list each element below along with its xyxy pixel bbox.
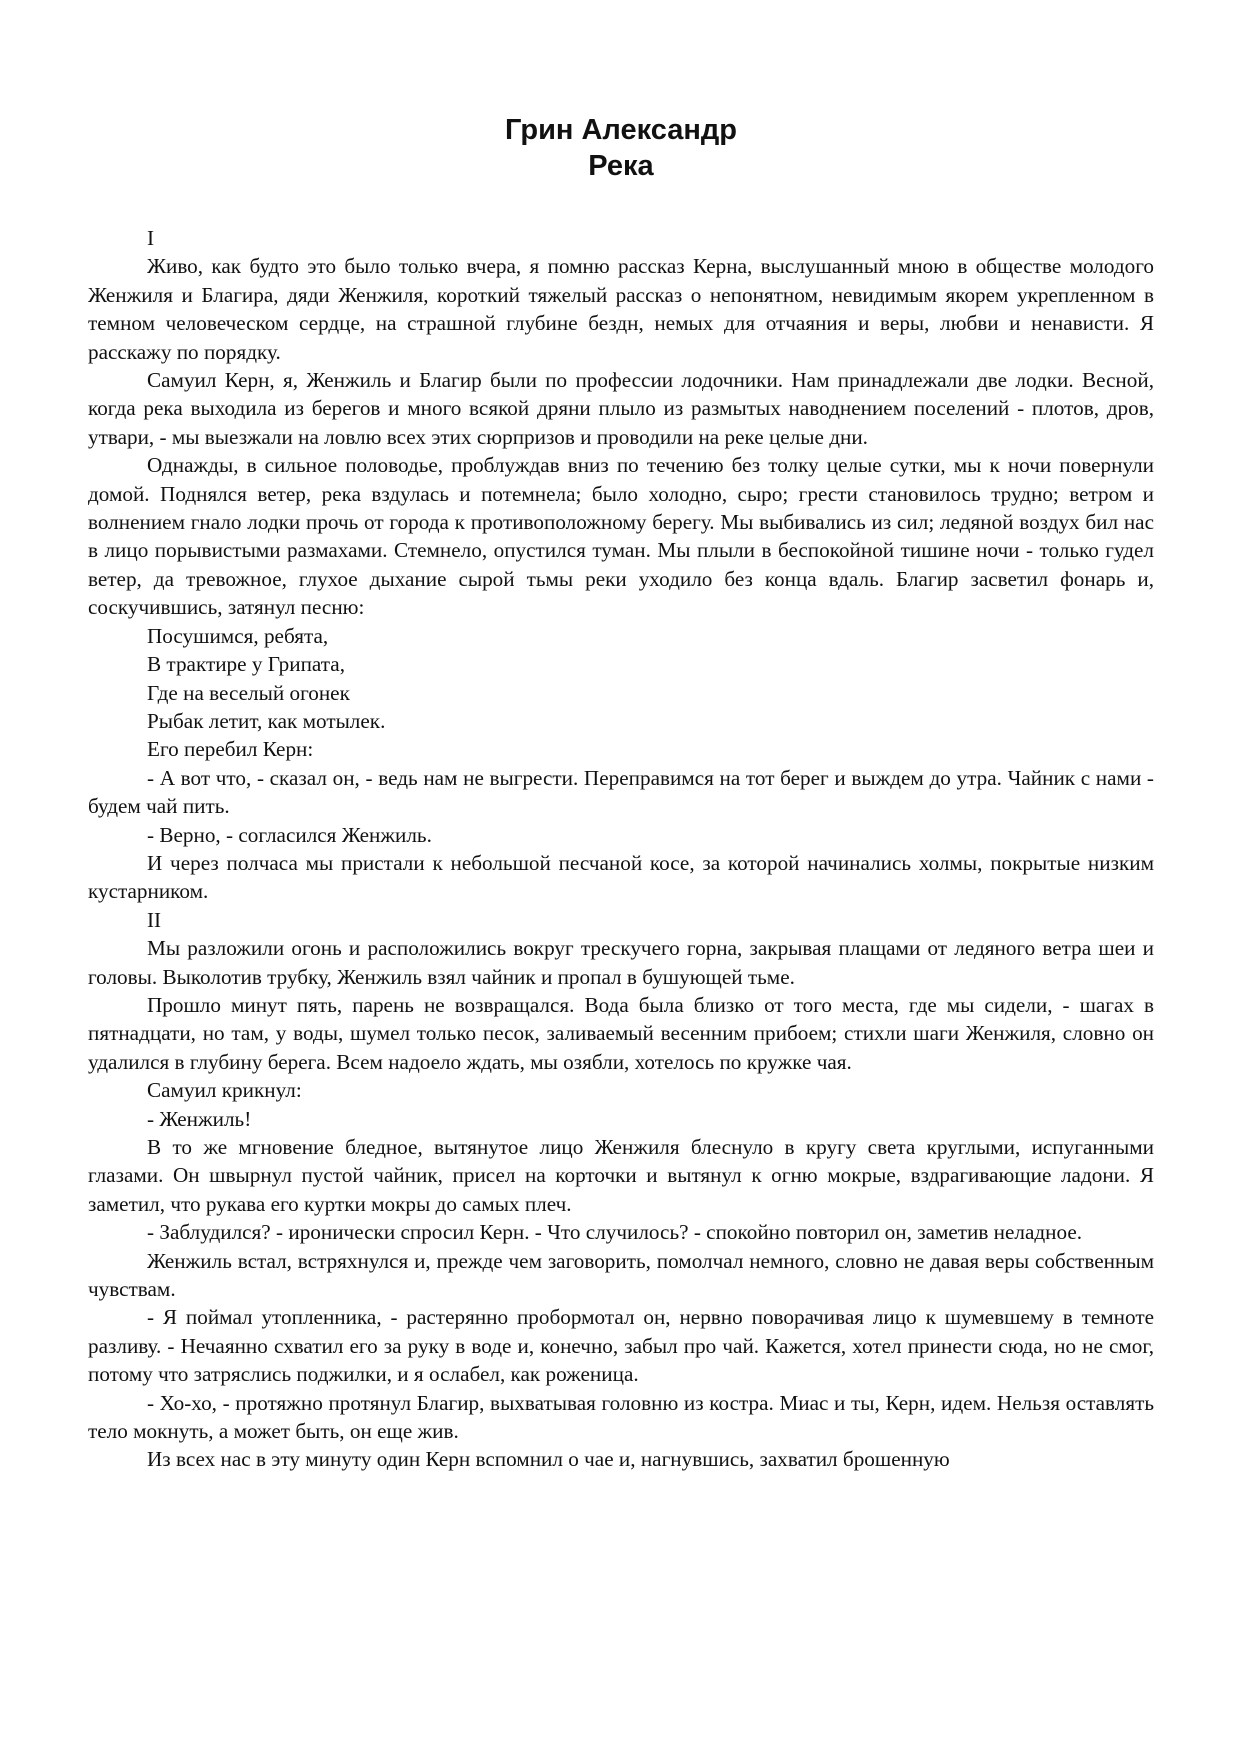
document-header [88, 112, 1154, 184]
paragraph: - Верно, - согласился Женжиль. [147, 822, 432, 847]
paragraph: Однажды, в сильное половодье, проблуждав вниз по течению без толку целые сутки, мы к ночи повернули домой. Поднялся ветер, река вздулась и потемнела; было холодно, сыро; грести становилось трудно; ветром и волнением гнало лодки прочь от города к противоположному берегу. Мы выбивались из сил; ледяной воздух бил нас в лицо порывистыми размахами. Стемнело, опустился туман. Мы плыли в беспокойной тишине ночи - только гудел ветер, да тревожное, глухое дыхание сырой тьмы реки уходило без конца вдаль. Благир засветил фонарь и, соскучившись, затянул песню: [88, 453, 1154, 620]
paragraph: II [147, 907, 162, 932]
paragraph: Посушимся, ребята, [147, 623, 329, 648]
story-text [88, 224, 1154, 1474]
paragraph: Мы разложили огонь и расположились вокруг трескучего горна, закрывая плащами от ледяного ветра шеи и головы. Выколотив трубку, Женжиль взял чайник и пропал в бушующей тьме. [88, 936, 1154, 989]
paragraph: Женжиль встал, встряхнулся и, прежде чем заговорить, помолчал немного, словно не давая веры собственным чувствам. [88, 1248, 1154, 1302]
paragraph: - Женжиль! [147, 1106, 252, 1131]
paragraph: В то же мгновение бледное, вытянутое лицо Женжиля блеснуло в кругу света круглыми, испуганными глазами. Он швырнул пустой чайник, присел на корточки и вытянул к огню мокрые, вздрагивающие ладони. Я заметил, что рукава его куртки мокры до самых плеч. [88, 1135, 1154, 1216]
paragraph: Рыбак летит, как мотылек. [147, 708, 386, 733]
author-name: Грин Александр [505, 114, 737, 146]
paragraph: Прошло минут пять, парень не возвращался. Вода была близко от того места, где мы сидели, - шагах в пятнадцати, но там, у воды, шумел только песок, заливаемый весенним прибоем; стихли шаги Женжиля, словно он удалился в глубину берега. Всем надоело ждать, мы озябли, хотелось по кружке чая. [88, 992, 1154, 1074]
paragraph: - Заблудился? - иронически спросил Керн. - Что случилось? - спокойно повторил он, заметив неладное. [147, 1220, 1083, 1245]
paragraph: Самуил Керн, я, Женжиль и Благир были по профессии лодочники. Нам принадлежали две лодки. Весной, когда река выходила из берегов и много всякой дряни плыло из размытых наводнением поселений - плотов, дров, утвари, - мы выезжали на ловлю всех этих сюрпризов и проводили на реке целые дни. [88, 368, 1154, 449]
paragraph: В трактире у Грипата, [147, 652, 346, 677]
paragraph: I [147, 226, 155, 250]
paragraph: Где на веселый огонек [147, 680, 350, 705]
paragraph: Самуил крикнул: [147, 1078, 302, 1103]
document-page [88, 112, 1154, 1474]
paragraph: И через полчаса мы пристали к небольшой песчаной косе, за которой начинались холмы, покрытые низким кустарником. [88, 850, 1154, 904]
story-title: Река [588, 150, 654, 182]
paragraph: Из всех нас в эту минуту один Керн вспомнил о чае и, нагнувшись, захватил брошенную [147, 1447, 950, 1472]
paragraph: - Хо-хо, - протяжно протянул Благир, выхватывая головню из костра. Миас и ты, Керн, идем. Нельзя оставлять тело мокнуть, а может быть, он еще жив. [88, 1390, 1154, 1444]
paragraph: - Я поймал утопленника, - растерянно пробормотал он, нервно поворачивая лицо к шумевшему в темноте разливу. - Нечаянно схватил его за руку в воде и, конечно, забыл про чай. Кажется, хотел принести сюда, но не смог, потому что затряслись поджилки, и я ослабел, как роженица. [88, 1305, 1154, 1387]
paragraph: - А вот что, - сказал он, - ведь нам не выгрести. Переправимся на тот берег и выждем до утра. Чайник с нами - будем чай пить. [88, 765, 1154, 819]
paragraph: Его перебил Керн: [147, 737, 314, 762]
paragraph: Живо, как будто это было только вчера, я помню рассказ Керна, выслушанный мною в обществе молодого Женжиля и Благира, дяди Женжиля, короткий тяжелый рассказ о непонятном, невидимым якорем укрепленном в темном человеческом сердце, на страшной глубине бездн, немых для отчаяния и веры, любви и ненависти. Я расскажу по порядку. [88, 254, 1154, 364]
